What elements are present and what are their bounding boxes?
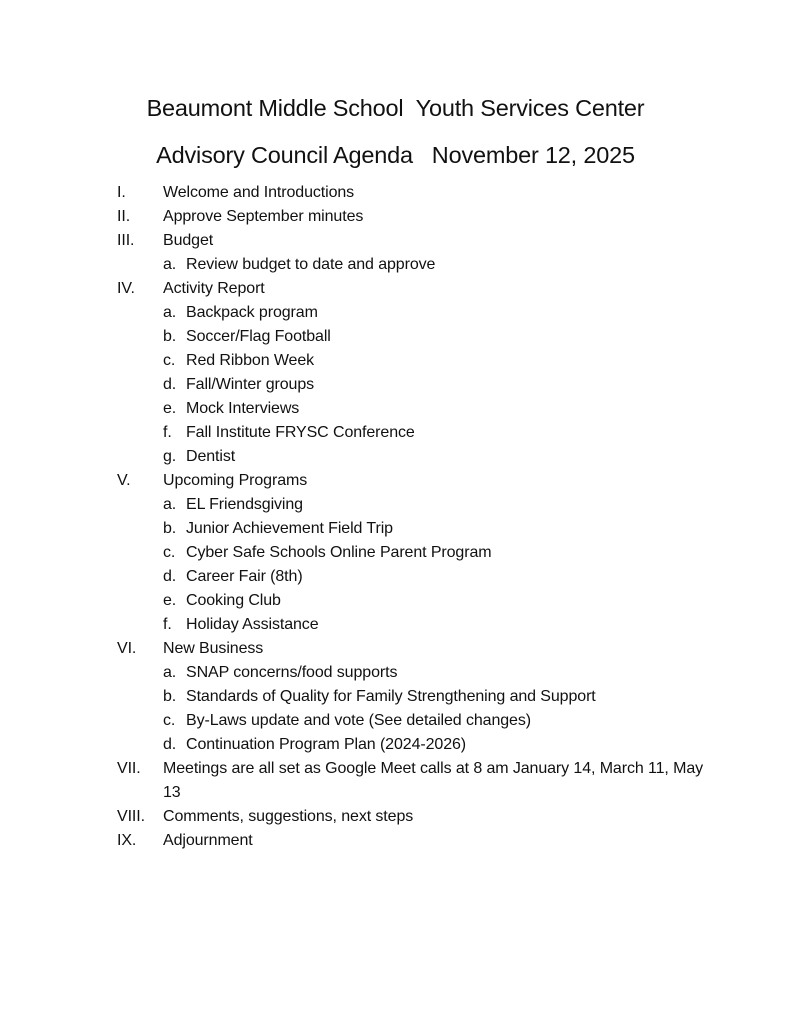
agenda-subitem — [0, 493, 791, 517]
agenda-subitem — [0, 349, 791, 373]
agenda-item — [0, 805, 791, 829]
subitem-text: Continuation Program Plan (2024-2026) — [186, 736, 467, 753]
subitem-letter: g. — [163, 448, 177, 465]
item-numeral: VII. — [117, 760, 141, 777]
subitem-text: Review budget to date and approve — [186, 256, 436, 273]
item-numeral: III. — [117, 232, 135, 249]
agenda-subitem — [0, 589, 791, 613]
subitem-letter: a. — [163, 664, 177, 681]
item-numeral: I. — [117, 184, 126, 201]
agenda-item — [0, 181, 791, 205]
agenda-subitem — [0, 301, 791, 325]
agenda-list — [0, 181, 791, 853]
document-subtitle: Advisory Council Agenda November 12, 2025 — [156, 142, 635, 168]
subitem-letter: d. — [163, 736, 177, 753]
subitem-text: Fall Institute FRYSC Conference — [186, 424, 415, 441]
subitem-text: Cooking Club — [186, 592, 281, 609]
subitem-letter: a. — [163, 304, 177, 321]
subitem-text: Fall/Winter groups — [186, 376, 315, 393]
subitem-text: Red Ribbon Week — [186, 352, 315, 369]
subitem-letter: b. — [163, 688, 177, 705]
agenda-subitem — [0, 517, 791, 541]
item-text: Welcome and Introductions — [163, 184, 355, 201]
item-text: Upcoming Programs — [163, 472, 308, 489]
agenda-item — [0, 757, 791, 805]
subitem-letter: d. — [163, 568, 177, 585]
agenda-item — [0, 637, 791, 661]
subitem-text: By-Laws update and vote (See detailed changes) — [186, 712, 531, 729]
item-numeral: VIII. — [117, 808, 145, 825]
subitem-text: Soccer/Flag Football — [186, 328, 331, 345]
agenda-subitem — [0, 253, 791, 277]
document-title: Beaumont Middle School Youth Services Center — [146, 95, 645, 121]
agenda-item — [0, 205, 791, 229]
subitem-letter: e. — [163, 400, 177, 417]
subitem-text: Cyber Safe Schools Online Parent Program — [186, 544, 492, 561]
agenda-subitem — [0, 685, 791, 709]
subitem-text: Holiday Assistance — [186, 616, 319, 633]
subitem-letter: f. — [163, 424, 172, 441]
subitem-text: Dentist — [186, 448, 236, 465]
subitem-letter: b. — [163, 520, 177, 537]
agenda-subitem — [0, 421, 791, 445]
agenda-subitem — [0, 709, 791, 733]
agenda-subitem — [0, 373, 791, 397]
item-numeral: IX. — [117, 832, 137, 849]
subitem-letter: d. — [163, 376, 177, 393]
subitem-text: Standards of Quality for Family Strengthening and Support — [186, 688, 596, 705]
item-text: Comments, suggestions, next steps — [163, 808, 414, 825]
item-numeral: V. — [117, 472, 131, 489]
item-text: Adjournment — [163, 832, 253, 849]
item-text: Budget — [163, 232, 214, 249]
subitem-letter: f. — [163, 616, 172, 633]
item-text: Meetings are all set as Google Meet calls at 8 am January 14, March 11, May 13 — [163, 760, 704, 801]
agenda-subitem — [0, 565, 791, 589]
agenda-item — [0, 469, 791, 493]
subitem-letter: b. — [163, 328, 177, 345]
subitem-letter: a. — [163, 256, 177, 273]
subitem-text: SNAP concerns/food supports — [186, 664, 398, 681]
agenda-item — [0, 229, 791, 253]
item-numeral: II. — [117, 208, 131, 225]
subitem-letter: c. — [163, 712, 176, 729]
agenda-subitem — [0, 325, 791, 349]
agenda-item — [0, 829, 791, 853]
subitem-text: Junior Achievement Field Trip — [186, 520, 393, 537]
agenda-subitem — [0, 661, 791, 685]
item-numeral: IV. — [117, 280, 135, 297]
agenda-subitem — [0, 397, 791, 421]
item-numeral: VI. — [117, 640, 137, 657]
item-text: Approve September minutes — [163, 208, 364, 225]
subitem-letter: c. — [163, 544, 176, 561]
subitem-text: EL Friendsgiving — [186, 496, 303, 513]
agenda-item — [0, 277, 791, 301]
subitem-letter: c. — [163, 352, 176, 369]
agenda-subitem — [0, 541, 791, 565]
item-text: Activity Report — [163, 280, 265, 297]
subitem-letter: e. — [163, 592, 177, 609]
subitem-text: Backpack program — [186, 304, 318, 321]
subitem-text: Mock Interviews — [186, 400, 300, 417]
agenda-subitem — [0, 445, 791, 469]
agenda-subitem — [0, 733, 791, 757]
agenda-subitem — [0, 613, 791, 637]
subitem-letter: a. — [163, 496, 177, 513]
item-text: New Business — [163, 640, 264, 657]
subitem-text: Career Fair (8th) — [186, 568, 303, 585]
